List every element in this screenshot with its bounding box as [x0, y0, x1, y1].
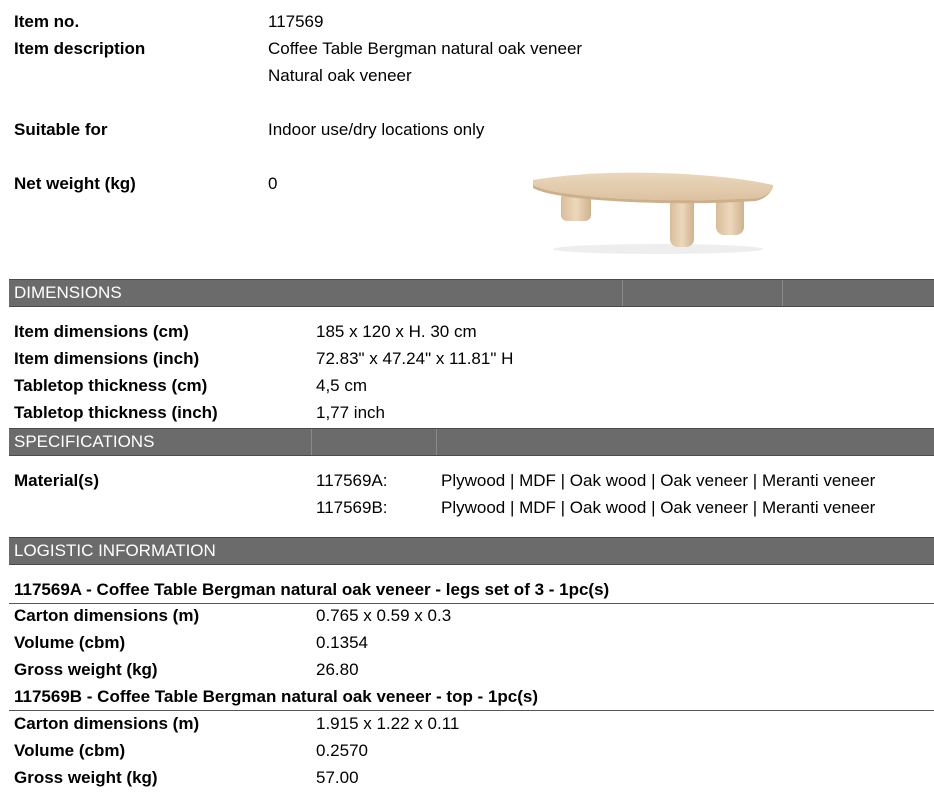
item-description-label: Item description	[14, 39, 146, 58]
specifications-title: SPECIFICATIONS	[14, 432, 155, 451]
package-a-volume-value: 0.1354	[316, 633, 368, 652]
tabletop-thickness-cm-label: Tabletop thickness (cm)	[14, 376, 208, 395]
dimensions-section-header	[9, 279, 934, 307]
tabletop-thickness-inch-value: 1,77 inch	[316, 403, 385, 422]
package-b-gross-weight-value: 57.00	[316, 768, 359, 787]
header-divider	[782, 280, 783, 306]
material-code-b: 117569B:	[316, 498, 388, 517]
item-no-label: Item no.	[14, 12, 80, 31]
package-a-volume-label: Volume (cbm)	[14, 633, 126, 652]
logistic-section-header	[9, 537, 934, 565]
package-b-underline	[9, 710, 934, 711]
header-divider	[622, 280, 623, 306]
item-dimensions-cm-label: Item dimensions (cm)	[14, 322, 189, 341]
header-divider	[436, 429, 437, 455]
material-code-a: 117569A:	[316, 471, 388, 490]
package-b-volume-label: Volume (cbm)	[14, 741, 126, 760]
product-image	[528, 165, 778, 255]
package-a-carton-value: 0.765 x 0.59 x 0.3	[316, 606, 452, 625]
package-a-carton-label: Carton dimensions (m)	[14, 606, 200, 625]
suitable-for-value: Indoor use/dry locations only	[268, 120, 485, 139]
material-value-b: Plywood | MDF | Oak wood | Oak veneer | Meranti veneer	[441, 498, 876, 517]
net-weight-value: 0	[268, 174, 278, 193]
item-dimensions-cm-value: 185 x 120 x H. 30 cm	[316, 322, 477, 341]
dimensions-title: DIMENSIONS	[14, 283, 122, 302]
item-dimensions-inch-value: 72.83" x 47.24" x 11.81" H	[316, 349, 514, 368]
package-a-underline	[9, 603, 934, 604]
suitable-for-label: Suitable for	[14, 120, 108, 139]
package-a-gross-weight-value: 26.80	[316, 660, 359, 679]
material-value-a: Plywood | MDF | Oak wood | Oak veneer | Meranti veneer	[441, 471, 876, 490]
item-dimensions-inch-label: Item dimensions (inch)	[14, 349, 200, 368]
item-description-line1: Coffee Table Bergman natural oak veneer	[268, 39, 583, 58]
tabletop-thickness-inch-label: Tabletop thickness (inch)	[14, 403, 218, 422]
package-b-volume-value: 0.2570	[316, 741, 368, 760]
item-no-value: 117569	[268, 12, 324, 31]
package-a-gross-weight-label: Gross weight (kg)	[14, 660, 158, 679]
logistic-title: LOGISTIC INFORMATION	[14, 541, 216, 560]
package-b-carton-value: 1.915 x 1.22 x 0.11	[316, 714, 460, 733]
tabletop-thickness-cm-value: 4,5 cm	[316, 376, 368, 395]
materials-label: Material(s)	[14, 471, 100, 490]
package-b-carton-label: Carton dimensions (m)	[14, 714, 200, 733]
net-weight-label: Net weight (kg)	[14, 174, 136, 193]
package-b-gross-weight-label: Gross weight (kg)	[14, 768, 158, 787]
package-b-heading: 117569B - Coffee Table Bergman natural oak veneer - top - 1pc(s)	[14, 687, 539, 706]
header-divider	[311, 429, 312, 455]
package-a-heading: 117569A - Coffee Table Bergman natural oak veneer - legs set of 3 - 1pc(s)	[14, 580, 610, 599]
item-description-line2: Natural oak veneer	[268, 66, 412, 85]
specifications-section-header	[9, 428, 934, 456]
